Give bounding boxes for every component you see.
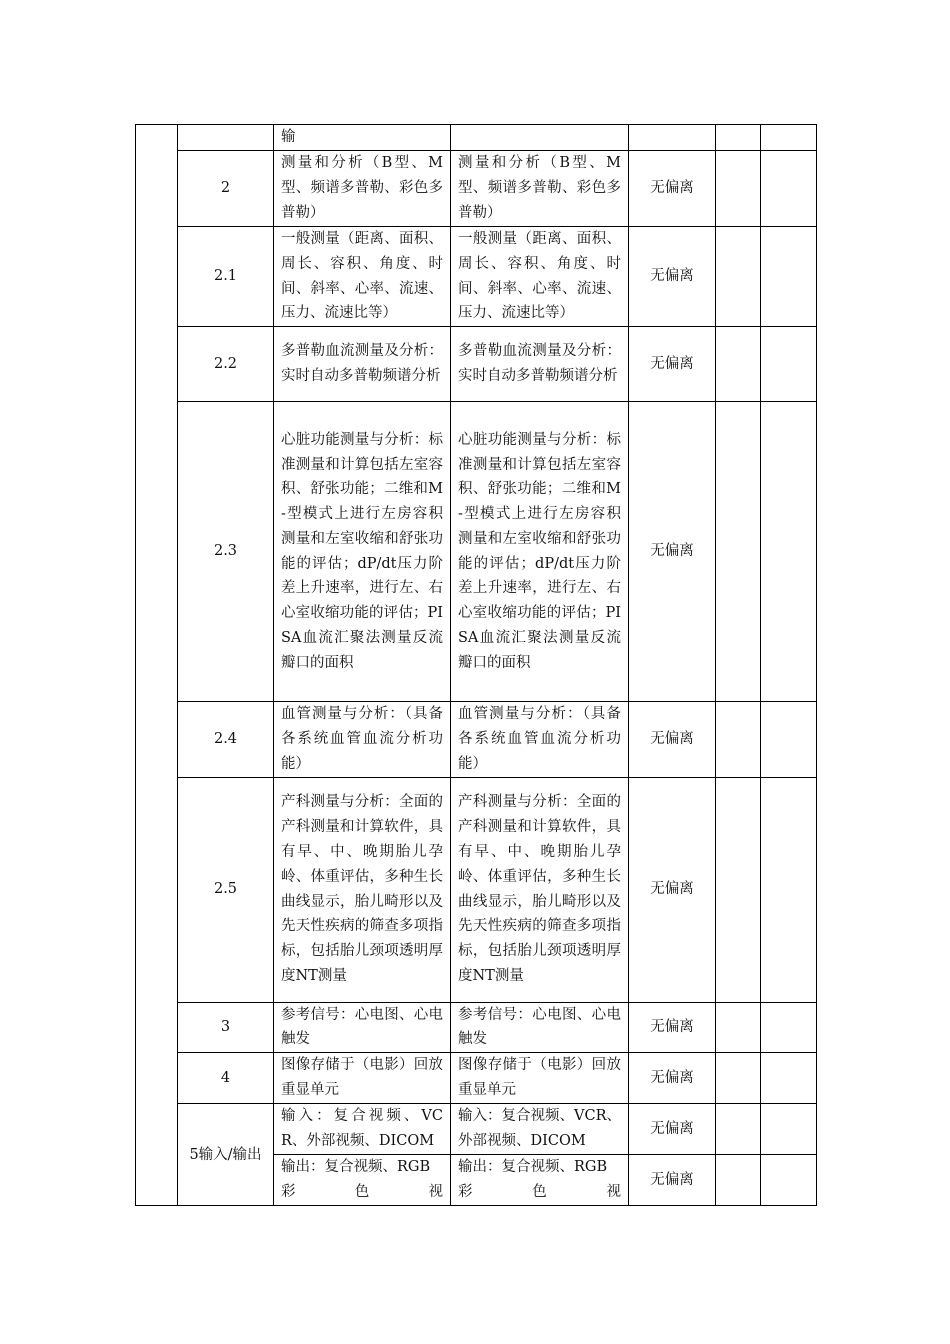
requirement-cell: 输入：复合视频、VCR、外部视频、DICOM [274, 1104, 451, 1155]
blank-cell [716, 1104, 761, 1155]
blank-cell [716, 1053, 761, 1104]
table-row [136, 327, 817, 402]
response-cell [451, 125, 629, 151]
deviation-cell: 无偏离 [629, 327, 716, 402]
response-cell: 测量和分析（B型、M型、频谱多普勒、彩色多普勒） [451, 151, 629, 227]
response-cell: 多普勒血流测量及分析：实时自动多普勒频谱分析 [451, 327, 629, 402]
response-line: 输出：复合视频、RGB [458, 1159, 608, 1176]
blank-cell [761, 402, 817, 702]
blank-cell [761, 1104, 817, 1155]
leading-blank-cell [136, 125, 178, 1206]
blank-cell [761, 125, 817, 151]
deviation-cell: 无偏离 [629, 227, 716, 327]
requirement-cell: 测量和分析（B型、M型、频谱多普勒、彩色多普勒） [274, 151, 451, 227]
response-cell: 参考信号：心电图、心电触发 [451, 1002, 629, 1053]
deviation-cell: 无偏离 [629, 702, 716, 777]
deviation-cell: 无偏离 [629, 1104, 716, 1155]
item-number-cell: 2.1 [178, 227, 274, 327]
table-row [136, 777, 817, 1002]
requirement-cell: 多普勒血流测量及分析：实时自动多普勒频谱分析 [274, 327, 451, 402]
blank-cell [716, 151, 761, 227]
response-cell: 血管测量与分析：（具备各系统血管血流分析功能） [451, 702, 629, 777]
blank-cell [761, 1155, 817, 1206]
deviation-cell: 无偏离 [629, 402, 716, 702]
item-number-cell: 2.5 [178, 777, 274, 1002]
item-number-cell [178, 125, 274, 151]
requirement-cell: 输 [274, 125, 451, 151]
requirement-line-tail: 彩色视 [281, 1184, 443, 1201]
table-row [136, 1104, 817, 1155]
requirement-cell [274, 1155, 451, 1206]
blank-cell [761, 1053, 817, 1104]
blank-cell [716, 227, 761, 327]
blank-cell [716, 1155, 761, 1206]
blank-cell [716, 125, 761, 151]
table-row [136, 125, 817, 151]
requirement-cell: 产科测量与分析：全面的产科测量和计算软件，具有早、中、晚期胎儿孕岭、体重评估，多种生长曲线显示，胎儿畸形以及先天性疾病的筛查多项指标，包括胎儿颈项透明厚度NT测量 [274, 777, 451, 1002]
response-cell: 一般测量（距离、面积、周长、容积、角度、时间、斜率、心率、流速、压力、流速比等） [451, 227, 629, 327]
item-number-cell: 2 [178, 151, 274, 227]
table-row [136, 227, 817, 327]
blank-cell [761, 151, 817, 227]
response-cell [451, 1155, 629, 1206]
requirement-cell: 心脏功能测量与分析：标准测量和计算包括左室容积、舒张功能；二维和M-型模式上进行左房容积测量和左室收缩和舒张功能的评估；dP/dt压力阶差上升速率，进行左、右心室收缩功能的评估；PISA血流汇聚法测量反流瓣口的面积 [274, 402, 451, 702]
response-cell: 图像存储于（电影）回放重显单元 [451, 1053, 629, 1104]
response-cell: 产科测量与分析：全面的产科测量和计算软件，具有早、中、晚期胎儿孕岭、体重评估，多种生长曲线显示，胎儿畸形以及先天性疾病的筛查多项指标，包括胎儿颈项透明厚度NT测量 [451, 777, 629, 1002]
requirement-line: 输出：复合视频、RGB [281, 1159, 431, 1176]
table-row [136, 702, 817, 777]
compliance-table [135, 124, 817, 1206]
blank-cell [761, 227, 817, 327]
blank-cell [716, 777, 761, 1002]
table-row [136, 1002, 817, 1053]
requirement-cell: 图像存储于（电影）回放重显单元 [274, 1053, 451, 1104]
item-number-cell: 2.2 [178, 327, 274, 402]
deviation-cell: 无偏离 [629, 151, 716, 227]
table-row [136, 151, 817, 227]
response-cell: 心脏功能测量与分析：标准测量和计算包括左室容积、舒张功能；二维和M-型模式上进行左房容积测量和左室收缩和舒张功能的评估；dP/dt压力阶差上升速率，进行左、右心室收缩功能的评估；PISA血流汇聚法测量反流瓣口的面积 [451, 402, 629, 702]
deviation-cell: 无偏离 [629, 1155, 716, 1206]
item-number-cell: 2.3 [178, 402, 274, 702]
blank-cell [761, 327, 817, 402]
blank-cell [761, 777, 817, 1002]
requirement-cell: 参考信号：心电图、心电触发 [274, 1002, 451, 1053]
blank-cell [716, 702, 761, 777]
deviation-cell: 无偏离 [629, 1053, 716, 1104]
deviation-cell: 无偏离 [629, 1002, 716, 1053]
response-cell: 输入：复合视频、VCR、外部视频、DICOM [451, 1104, 629, 1155]
blank-cell [716, 327, 761, 402]
item-number-cell: 2.4 [178, 702, 274, 777]
item-number-cell: 3 [178, 1002, 274, 1053]
blank-cell [716, 1002, 761, 1053]
deviation-cell [629, 125, 716, 151]
table-row [136, 402, 817, 702]
deviation-cell: 无偏离 [629, 777, 716, 1002]
requirement-cell: 一般测量（距离、面积、周长、容积、角度、时间、斜率、心率、流速、压力、流速比等） [274, 227, 451, 327]
item-number-cell: 5输入/输出 [178, 1104, 274, 1206]
blank-cell [716, 402, 761, 702]
response-line-tail: 彩色视 [458, 1184, 621, 1201]
blank-cell [761, 1002, 817, 1053]
requirement-cell: 血管测量与分析：（具备各系统血管血流分析功能） [274, 702, 451, 777]
table-row [136, 1053, 817, 1104]
blank-cell [761, 702, 817, 777]
item-number-cell: 4 [178, 1053, 274, 1104]
